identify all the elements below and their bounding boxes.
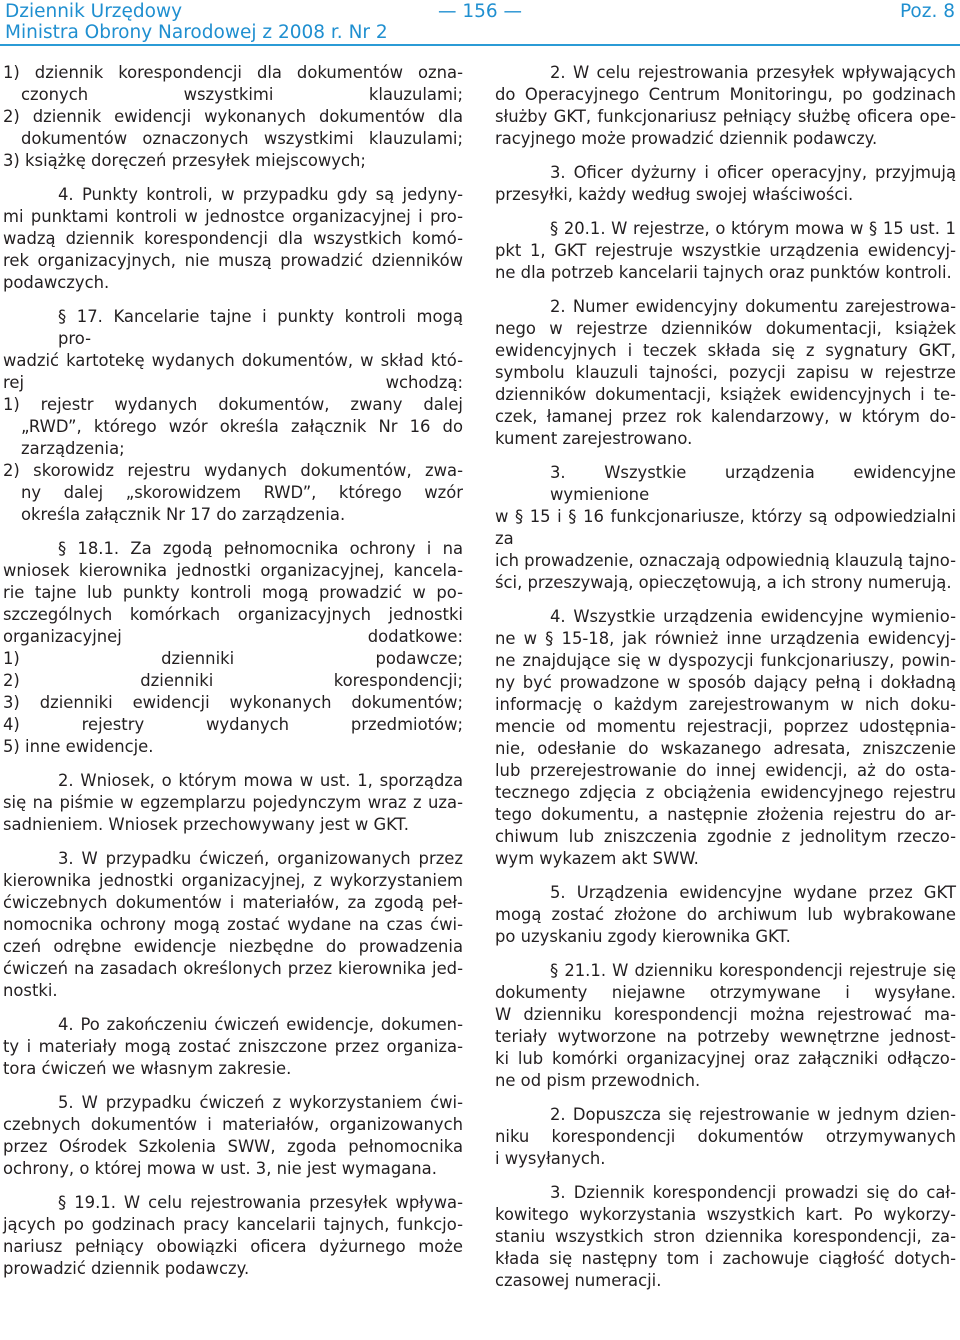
left-paragraph: [3, 1092, 463, 1180]
right-paragraph: [495, 960, 956, 1092]
text-line: teriały wytworzone na potrzeby wewnętrzne jednost-: [495, 1027, 956, 1046]
text-line: ćwiczebnych dokumentów i materiałów, za zgodą peł-: [3, 893, 463, 912]
text-line: 3) dzienniki ewidencji wykonanych dokumentów;: [3, 693, 463, 712]
text-line: ochrony, o której mowa w ust. 3, nie jest wymagana.: [3, 1159, 437, 1178]
text-line: prowadzić dziennik podawczy.: [3, 1259, 250, 1278]
text-line: nego w rejestrze dzienników dokumentacji, książek: [495, 319, 956, 338]
right-paragraph: [495, 218, 956, 284]
text-line: 1) dziennik korespondencji dla dokumentów ozna-: [3, 63, 463, 82]
left-paragraph: [3, 538, 463, 758]
text-line: ich prowadzenie, oznaczają odpowiednią klauzulą tajno-: [495, 551, 956, 570]
text-line: czonych wszystkimi klauzulami;: [21, 85, 463, 104]
left-paragraph: [3, 184, 463, 294]
text-line: 2. W celu rejestrowania przesyłek wpływających: [550, 63, 956, 82]
text-line: § 19.1. W celu rejestrowania przesyłek wpływa-: [58, 1193, 463, 1212]
text-line: pkt 1, GKT rejestruje wszystkie urządzenia ewidencyj-: [495, 241, 956, 260]
text-line: po uzyskaniu zgody kierownika GKT.: [495, 927, 791, 946]
text-line: lub przerejestrowanie do innej ewidencji, aż do osta-: [495, 761, 956, 780]
text-line: podawczych.: [3, 273, 110, 292]
left-paragraph: [3, 848, 463, 1002]
text-line: ki lub komórki organizacyjnej oraz załączniki odłączo-: [495, 1049, 956, 1068]
text-line: symbolu klauzuli tajności, pozycji zapisu w rejestrze: [495, 363, 956, 382]
right-paragraph: [495, 296, 956, 450]
left-paragraph: [3, 1192, 463, 1280]
text-line: wadzą dziennik korespondencji dla wszystkich komó-: [3, 229, 463, 248]
text-line: mogą zostać złożone do archiwum lub wybrakowane: [495, 905, 956, 924]
text-line: § 20.1. W rejestrze, o którym mowa w § 15 ust. 1: [550, 219, 956, 238]
text-line: czek, łamanej przez rok kalendarzowy, w którym do-: [495, 407, 956, 426]
text-line: ny dalej „skorowidzem RWD”, którego wzór: [21, 483, 463, 502]
text-line: dokumenty niejawne otrzymywane i wysyłane.: [495, 983, 956, 1002]
text-line: niku korespondencji dokumentów otrzymywanych: [495, 1127, 956, 1146]
text-line: przesyłki, każdy według swojej właściwości.: [495, 185, 854, 204]
text-line: 4. Wszystkie urządzenia ewidencyjne wymienio-: [550, 607, 956, 626]
text-line: wym wykazem akt SWW.: [495, 849, 699, 868]
text-line: zarządzenia;: [21, 439, 125, 458]
text-line: wniosek kierownika jednostki organizacyjnej, kancela-: [3, 561, 463, 580]
text-line: nomocnika ochrony mogą zostać wydane na czas ćwi-: [3, 915, 463, 934]
text-line: ty i materiały mogą zostać zniszczone przez organiza-: [3, 1037, 463, 1056]
right-paragraph: [495, 162, 956, 206]
text-line: 5. W przypadku ćwiczeń z wykorzystaniem ćwi-: [58, 1093, 463, 1112]
text-line: kument zarejestrowano.: [495, 429, 693, 448]
text-line: i wysyłanych.: [495, 1149, 606, 1168]
text-line: 3. Oficer dyżurny i oficer operacyjny, przyjmują: [550, 163, 956, 182]
page-header: [0, 0, 960, 46]
text-line: rek organizacyjnych, nie muszą prowadzić dzienników: [3, 251, 463, 270]
text-line: ewidencyjnych i teczek składa się z sygnatury GKT,: [495, 341, 956, 360]
text-line: 2. Numer ewidencyjny dokumentu zarejestrowa-: [550, 297, 956, 316]
text-line: ne w § 15-18, jak również inne urządzenia ewidencyj-: [495, 629, 956, 648]
text-line: mi punktami kontroli w jednostce organizacyjnej i pro-: [3, 207, 463, 226]
text-line: racyjnego może prowadzić dziennik podawczy.: [495, 129, 878, 148]
position-number: Poz. 8: [899, 1, 955, 22]
text-line: ny być prowadzone w sposób dający pełną i dokładną: [495, 673, 956, 692]
left-paragraph: [3, 770, 463, 836]
text-line: 3. W przypadku ćwiczeń, organizowanych przez: [58, 849, 463, 868]
text-line: określa załącznik Nr 17 do zarządzenia.: [21, 505, 346, 524]
text-line: nostki.: [3, 981, 58, 1000]
journal-subtitle: Ministra Obrony Narodowej z 2008 r. Nr 2: [5, 22, 388, 43]
text-line: 4. Po zakończeniu ćwiczeń ewidencje, dokumen-: [58, 1015, 463, 1034]
text-line: nie, odesłanie do wskazanego adresata, zniszczenie: [495, 739, 956, 758]
right-paragraph: [495, 882, 956, 948]
text-line: kierownika jednostki organizacyjnej, z wykorzystaniem: [3, 871, 463, 890]
text-line: 3. Wszystkie urządzenia ewidencyjne wymienione: [550, 463, 956, 504]
text-line: sadnieniem. Wniosek przechowywany jest w GKT.: [3, 815, 409, 834]
text-line: do Operacyjnego Centrum Monitoringu, po godzinach: [495, 85, 956, 104]
text-line: rie tajne lub punkty kontroli mogą prowadzić w po-: [3, 583, 463, 602]
right-paragraph: [495, 62, 956, 150]
text-line: 3. Dziennik korespondencji prowadzi się do cał-: [550, 1183, 956, 1202]
text-line: § 18.1. Za zgodą pełnomocnika ochrony i na: [58, 539, 463, 558]
text-line: ści, przeszywają, opieczętowują, a ich strony numerują.: [495, 573, 952, 592]
text-line: chiwum lub zniszczenia zgodnie z jednolitym rzeczo-: [495, 827, 956, 846]
text-line: czasowej numeracji.: [495, 1271, 662, 1290]
text-line: 2. Wniosek, o którym mowa w ust. 1, sporządza: [58, 771, 463, 790]
text-line: się na piśmie w egzemplarzu pojedynczym wraz z uza-: [3, 793, 463, 812]
text-line: tora ćwiczeń we własnym zakresie.: [3, 1059, 292, 1078]
text-line: mencie od momentu rejestracji, poprzez udostępnia-: [495, 717, 956, 736]
text-line: dzienników dokumentacji, książek ewidencyjnych i te-: [495, 385, 956, 404]
text-line: 5) inne ewidencje.: [3, 737, 154, 756]
left-paragraph: [3, 1014, 463, 1080]
text-line: rej wchodzą:: [3, 373, 463, 392]
text-line: nariusz pełniący obowiązki oficera dyżurnego może: [3, 1237, 463, 1256]
text-line: staniu wszystkich stron dziennika korespondencji, za-: [495, 1227, 956, 1246]
left-paragraph: [3, 306, 463, 526]
text-line: ne dla potrzeb kancelarii tajnych oraz punktów kontroli.: [495, 263, 952, 282]
text-line: dokumentów oznaczonych wszystkimi klauzulami;: [21, 129, 463, 148]
right-paragraph: [495, 1182, 956, 1292]
text-line: ćwiczeń na zasadach określonych przez kierownika jed-: [3, 959, 463, 978]
text-line: 3) książkę doręczeń przesyłek miejscowych;: [3, 151, 366, 170]
page-number: — 156 —: [437, 1, 523, 22]
text-line: kłada się następny tom i zachowuje ciągłość dotych-: [495, 1249, 956, 1268]
text-line: W dzienniku korespondencji można rejestrować ma-: [495, 1005, 956, 1024]
right-paragraph: [495, 606, 956, 870]
right-paragraph: [495, 1104, 956, 1170]
text-line: 2. Dopuszcza się rejestrowanie w jednym dzien-: [550, 1105, 956, 1124]
header-left: [5, 1, 388, 43]
text-line: „RWD”, którego wzór określa załącznik Nr 16 do: [21, 417, 463, 436]
text-line: służby GKT, funkcjonariusz pełniący służbę oficera ope-: [495, 107, 956, 126]
text-line: czeń odrębne ewidencje niezbędne do prowadzenia: [3, 937, 463, 956]
text-line: kowitego wykorzystania wszystkich kart. Po wykorzy-: [495, 1205, 956, 1224]
text-line: 4. Punkty kontroli, w przypadku gdy są jedyny-: [58, 185, 463, 204]
text-line: tecznego zdjęcia z obciążenia ewidencyjnego rejestru: [495, 783, 956, 802]
text-line: 2) dzienniki korespondencji;: [3, 671, 463, 690]
text-line: 1) rejestr wydanych dokumentów, zwany dalej: [3, 395, 463, 414]
text-line: czebnych dokumentów i materiałów, organizowanych: [3, 1115, 463, 1134]
right-paragraph: [495, 462, 956, 594]
text-line: w § 15 i § 16 funkcjonariusze, którzy są odpowiedzialni za: [495, 507, 956, 548]
text-line: wadzić kartotekę wydanych dokumentów, w skład któ-: [3, 351, 463, 370]
text-line: 5. Urządzenia ewidencyjne wydane przez GKT: [550, 883, 956, 902]
text-line: organizacyjnej dodatkowe:: [3, 627, 463, 646]
text-line: szczególnych komórkach organizacyjnych jednostki: [3, 605, 463, 624]
left-column: [3, 62, 463, 1292]
journal-title: Dziennik Urzędowy: [5, 1, 183, 22]
text-line: § 21.1. W dzienniku korespondencji rejestruje się: [550, 961, 956, 980]
text-line: 4) rejestry wydanych przedmiotów;: [3, 715, 463, 734]
text-line: przez Ośrodek Szkolenia SWW, zgoda pełnomocnika: [3, 1137, 463, 1156]
text-line: 2) skorowidz rejestru wydanych dokumentów, zwa-: [3, 461, 463, 480]
right-column: [495, 62, 956, 1304]
text-line: § 17. Kancelarie tajne i punkty kontroli mogą pro-: [58, 307, 463, 348]
text-line: ne znajdujące się w dyspozycji funkcjonariuszy, powin-: [495, 651, 956, 670]
text-line: jących po godzinach pracy kancelarii tajnych, funkcjo-: [3, 1215, 463, 1234]
text-line: informację o każdym zarejestrowanym w nich doku-: [495, 695, 956, 714]
left-paragraph: [3, 62, 463, 172]
text-line: tego dokumentu, a następnie złożenia rejestru do ar-: [495, 805, 956, 824]
text-line: 2) dziennik ewidencji wykonanych dokumentów dla: [3, 107, 463, 126]
text-line: 1) dzienniki podawcze;: [3, 649, 463, 668]
text-line: ne od pism przewodnich.: [495, 1071, 701, 1090]
